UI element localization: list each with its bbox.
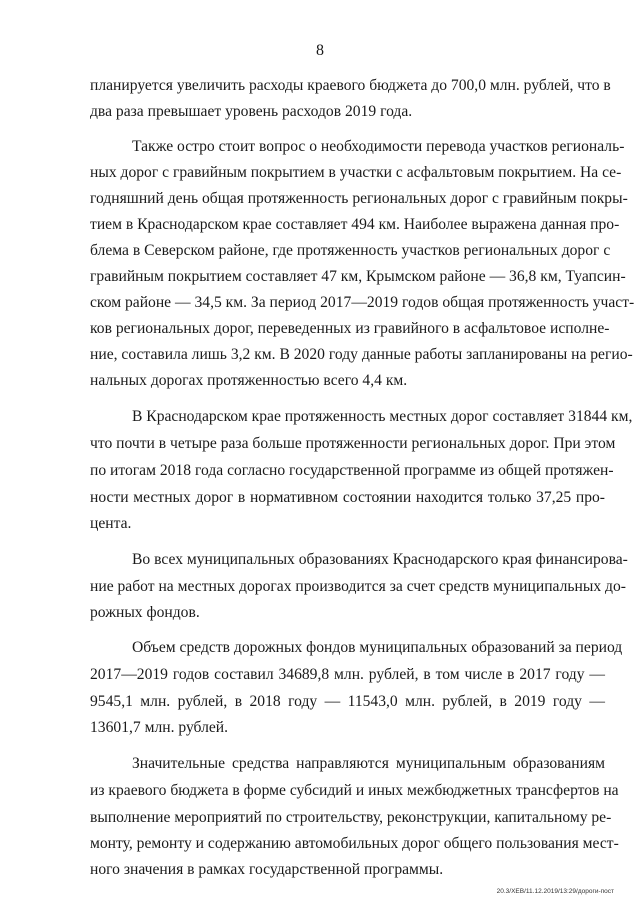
- text-line: рожных фондов.: [90, 604, 200, 621]
- text-line: В Краснодарском крае протяженность местных дорог составляет 31844 км,: [132, 408, 633, 425]
- text-line: планируется увеличить расходы краевого бюджета до 700,0 млн. рублей, что в: [90, 77, 611, 94]
- text-line: Объем средств дорожных фондов муниципальных образований за период: [132, 639, 623, 656]
- text-line: гравийным покрытием составляет 47 км, Крымском районе — 36,8 км, Туапсин-: [90, 268, 626, 285]
- text-line: 9545,1 млн. рублей, в 2018 году — 11543,0 млн. рублей, в 2019 году —: [90, 693, 605, 710]
- text-line: ние работ на местных дорогах производится за счет средств муниципальных до-: [90, 578, 626, 595]
- text-line: ных дорог с гравийным покрытием в участки с асфальтовым покрытием. На се-: [90, 164, 622, 181]
- text-line: выполнение мероприятий по строительству, реконструкции, капитальному ре-: [90, 809, 612, 826]
- text-line: Значительные средства направляются муниципальным образованиям: [132, 755, 605, 772]
- text-line: нальных дорогах протяженностью всего 4,4 км.: [90, 372, 408, 389]
- text-line: из краевого бюджета в форме субсидий и иных межбюджетных трансфертов на: [90, 782, 619, 799]
- text-line: блема в Северском районе, где протяженность участков региональных дорог с: [90, 242, 611, 259]
- text-line: годняшний день общая протяженность региональных дорог с гравийным покры-: [90, 190, 628, 207]
- text-line: что почти в четыре раза больше протяженности региональных дорог. При этом: [90, 435, 616, 452]
- text-line: два раза превышает уровень расходов 2019 года.: [90, 103, 413, 120]
- text-line: ного значения в рамках государственной программы.: [90, 861, 444, 878]
- text-line: 2017—2019 годов составил 34689,8 млн. рублей, в том числе в 2017 году —: [90, 666, 605, 683]
- text-line: 13601,7 млн. рублей.: [90, 719, 229, 736]
- text-line: Также остро стоит вопрос о необходимости перевода участков региональ-: [132, 138, 625, 155]
- text-line: тием в Краснодарском крае составляет 494 км. Наиболее выражена данная про-: [90, 216, 620, 233]
- text-line: ние, составила лишь 3,2 км. В 2020 году данные работы запланированы на регио-: [90, 346, 633, 363]
- text-line: по итогам 2018 года согласно государственной программе из общей протяжен-: [90, 462, 614, 479]
- text-line: цента.: [90, 515, 132, 532]
- text-line: монту, ремонту и содержанию автомобильных дорог общего пользования мест-: [90, 835, 619, 852]
- text-line: ности местных дорог в нормативном состоянии находится только 37,25 про-: [90, 489, 605, 506]
- text-line: Во всех муниципальных образованиях Краснодарского края финансирова-: [132, 551, 628, 568]
- document-footer: 20.3/ХЕВ/11.12.2019/13:29/дороги-пост: [496, 888, 614, 895]
- page-number: 8: [316, 42, 324, 59]
- text-line: ков региональных дорог, переведенных из гравийного в асфальтовое исполне-: [90, 320, 610, 337]
- text-line: ском районе — 34,5 км. За период 2017—2019 годов общая протяженность участ-: [90, 294, 635, 311]
